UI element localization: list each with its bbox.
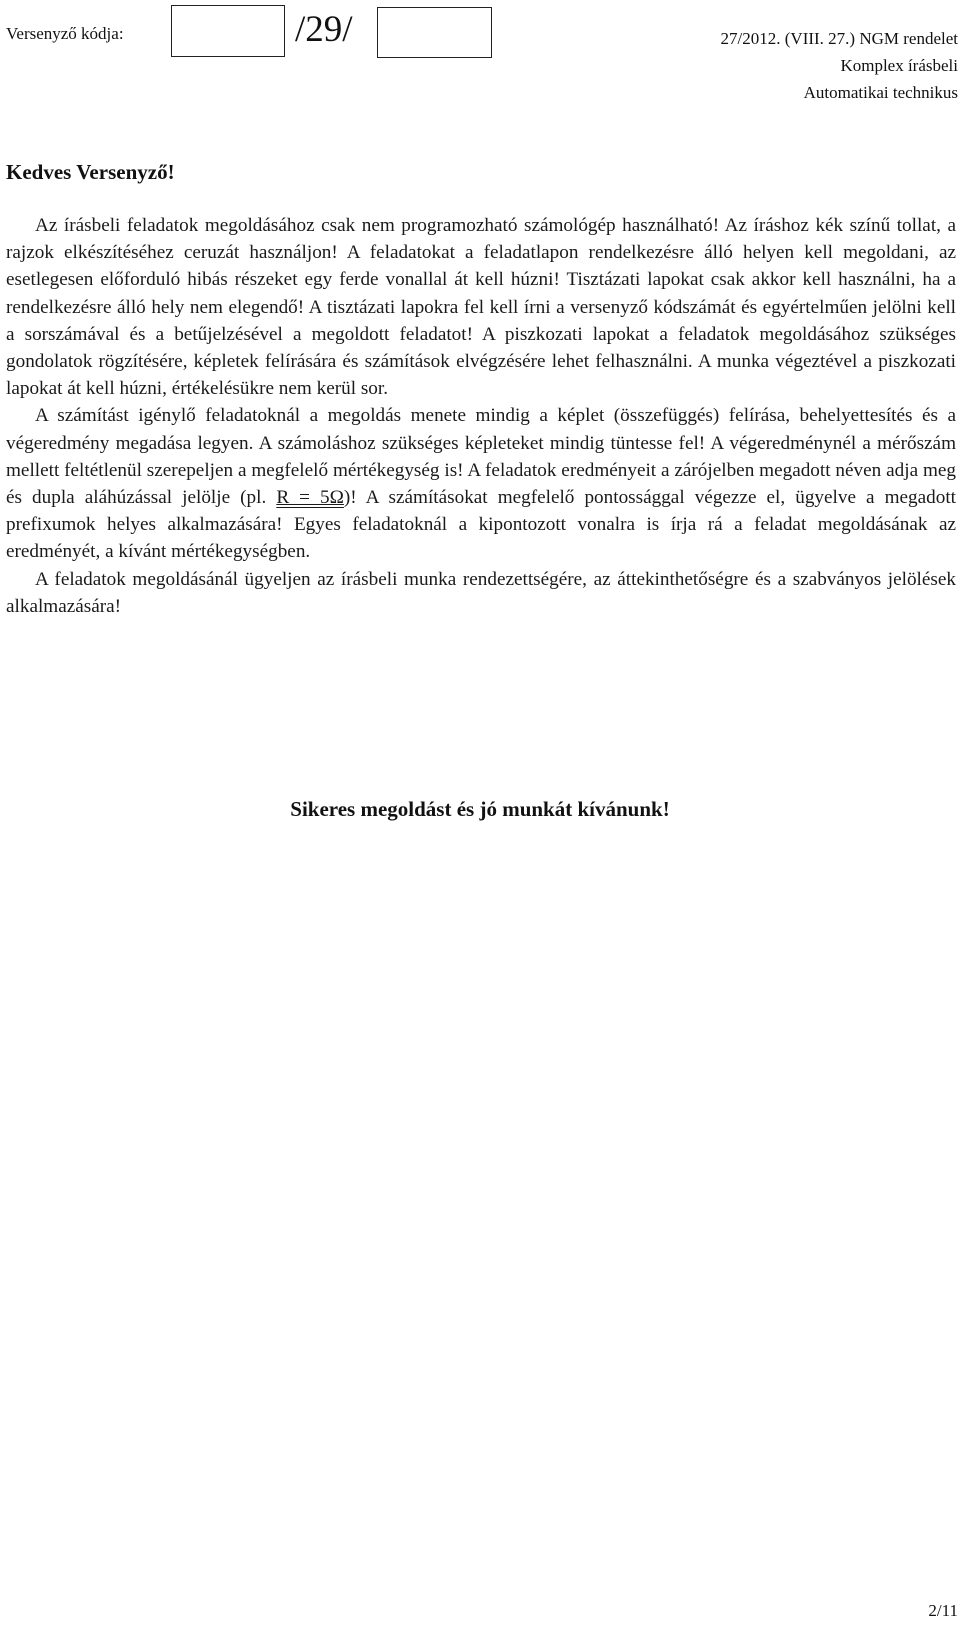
competitor-code-box-secondary[interactable] xyxy=(377,7,492,58)
header-info xyxy=(721,25,958,106)
paragraph-2-text-before: A számítást igénylő feladatoknál a megoldás menete mindig a képlet (összefüggés) felírása, behelyettesítés és a végeredmény megadása legyen. A számoláshoz szükséges képleteket mindig tüntesse fel! A végeredménynél a mérőszám mellett feltétlenül szerepeljen a megfelelő mértékegység is! A feladatok eredményeit a zárójelben megadott néven adja meg és dupla aláhúzással jelölje (pl. xyxy=(6,405,956,509)
instruction-paragraph-1: Az írásbeli feladatok megoldásához csak nem programozható számológép használható! Az íráshoz kék színű tollat, a rajzok elkészítéséhez ceruzát használjon! A feladatokat a feladatlapon rendelkezésre álló helyen kell megoldani, az esetlegesen előforduló hibás részeket egy ferde vonallal át kell húzni! Tisztázati lapokat csak akkor kell használni, ha a rendelkezésre álló hely nem elegendő! A tisztázati lapokra fel kell írni a versenyző kódszámát és egyértelműen jelölni kell a sorszámával és a betűjelzésével a megoldott feladatot! A piszkozati lapokat a feladatok megoldásához szükséges gondolatok rögzítésére, képletek felírására és számítások elvégzésére lehet felhasználni. A munka végeztével a piszkozati lapokat át kell húzni, értékelésükre nem kerül sor. xyxy=(6,215,956,400)
code-number: /29/ xyxy=(295,9,353,50)
closing-message: Sikeres megoldást és jó munkát kívánunk! xyxy=(290,797,670,821)
profession-text: Automatikai technikus xyxy=(803,83,958,102)
page-number: 2/11 xyxy=(928,1601,958,1620)
paragraph-2-text-after: )! A számításokat megfelelő pontossággal végezze el, ügyelve a megadott prefixumok helyes alkalmazására! Egyes feladatoknál a kipontozott vonalra is írja rá a feladat megoldásának az eredményét, a kívánt mértékegységben. xyxy=(6,487,956,563)
greeting-heading: Kedves Versenyző! xyxy=(6,160,175,184)
instruction-paragraph-3: A feladatok megoldásánál ügyeljen az írásbeli munka rendezettségére, az áttekinthetőségre és a szabványos jelölések alkalmazására! xyxy=(6,568,956,617)
instruction-paragraph-2 xyxy=(6,402,956,565)
competitor-code-box[interactable] xyxy=(171,5,285,57)
example-result: R = 5Ω xyxy=(276,487,344,509)
regulation-text: 27/2012. (VIII. 27.) NGM rendelet xyxy=(720,29,958,48)
instructions-body xyxy=(6,212,956,620)
competitor-code-label: Versenyző kódja: xyxy=(6,24,124,43)
exam-type-text: Komplex írásbeli xyxy=(840,56,958,75)
